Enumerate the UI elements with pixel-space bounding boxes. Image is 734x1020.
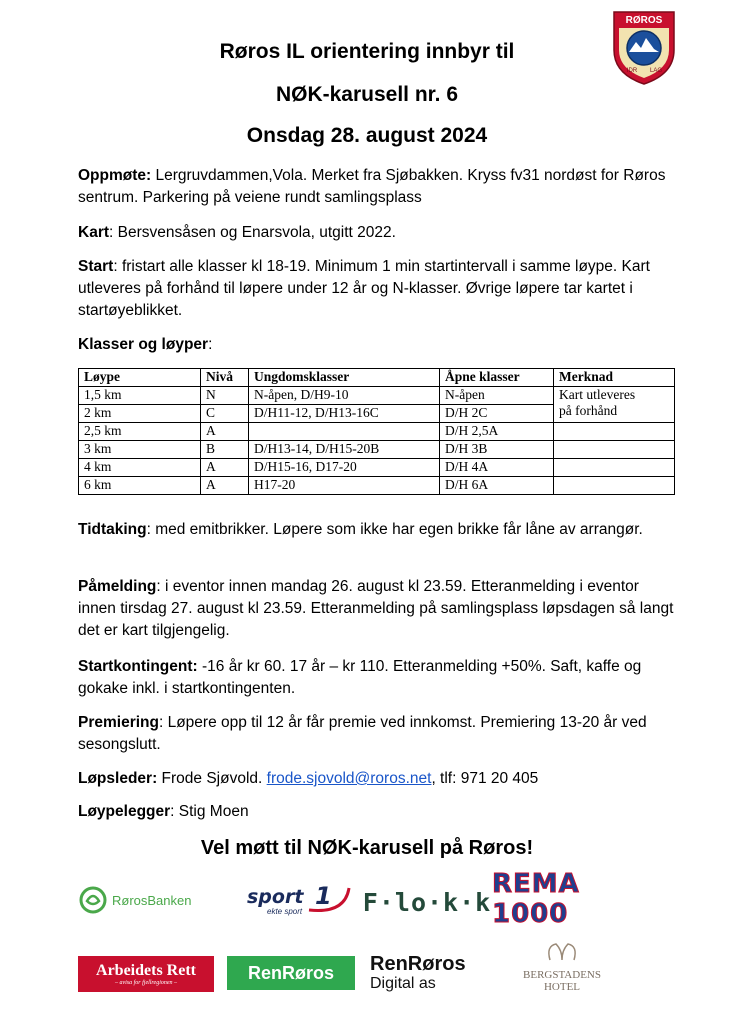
klasser-label: Klasser og løyper [78,336,209,353]
courses-table [78,368,675,495]
cell-apne: D/H 6A [440,477,554,495]
sponsor-sport1 [244,884,356,918]
arbeidets-rett-text: Arbeidets Rett [96,962,196,979]
sponsor-renroros [227,956,355,990]
start-label: Start [78,258,114,275]
sport1-tagline: ekte sport [267,907,303,916]
sport1-swoosh-icon [305,884,353,914]
cell-merknad [554,459,675,477]
start-paragraph [78,256,678,322]
remark-line1: Kart utleveres [559,387,636,402]
cell-niva: A [201,477,249,495]
table-row [79,459,675,477]
crest-top-text: RØROS [625,15,663,26]
kontingent-text: -16 år kr 60. 17 år – kr 110. Etteranmelding +50%. Saft, kaffe og gokake inkl. i startkontingenten. [78,658,642,697]
kart-text: : Bersvensåsen og Enarsvola, utgitt 2022. [109,224,396,241]
loypelegger-paragraph [78,801,678,823]
cell-niva: C [201,405,249,423]
pamelding-label: Påmelding [78,578,157,595]
oppmote-label: Oppmøte: [78,167,152,184]
lopsleder-paragraph [78,768,678,790]
event-name: NØK-karusell nr. 6 [275,83,459,106]
cell-merknad [554,387,675,423]
cell-niva: A [201,459,249,477]
sponsor-rema1000 [492,869,664,929]
premiering-text: : Løpere opp til 12 år får premie ved innkomst. Premiering 13-20 år ved sesongslutt. [78,714,647,753]
sponsor-flokk [362,884,492,920]
invitation-title: Røros IL orientering innbyr til [219,40,515,63]
klasser-suffix: : [208,336,213,353]
kart-label: Kart [78,224,110,241]
table-row [79,387,675,405]
table-row [79,423,675,441]
lopsleder-phone: , tlf: 971 20 405 [431,770,539,787]
cell-ungdom: D/H13-14, D/H15-20B [249,441,440,459]
renroros-digital-line2: Digital as [370,975,436,992]
cell-ungdom [249,423,440,441]
table-header-row [79,369,675,387]
col-header-ungdom: Ungdomsklasser [249,369,440,387]
cell-loype: 6 km [79,477,201,495]
klasser-heading [78,334,678,356]
kontingent-label: Startkontingent: [78,658,198,675]
arbeidets-rett-tagline: – avisa for fjellregionen – [114,980,178,986]
cell-loype: 4 km [79,459,201,477]
bergstadens-line1: BERGSTADENS [523,969,601,981]
kart-paragraph [78,222,678,244]
cell-merknad [554,423,675,441]
cell-merknad [554,477,675,495]
col-header-apne: Åpne klasser [440,369,554,387]
lopsleder-name: Frode Sjøvold. [157,770,267,787]
sponsor-arbeidets-rett [78,956,214,992]
lopsleder-label: Løpsleder: [78,770,158,787]
rorosbanken-text: RørosBanken [112,892,192,908]
crest-bottom-right: LAG [649,68,663,74]
oppmote-text: Lergruvdammen,Vola. Merket fra Sjøbakken. Kryss fv31 nordøst for Røros sentrum. Parkering på veiene rundt samlingsplass [78,167,666,206]
cell-niva: B [201,441,249,459]
kontingent-paragraph [78,656,678,700]
cell-loype: 3 km [79,441,201,459]
cell-ungdom: D/H15-16, D17-20 [249,459,440,477]
cell-apne: D/H 3B [440,441,554,459]
remark-line2: på forhånd [559,403,618,418]
cell-ungdom: D/H11-12, D/H13-16C [249,405,440,423]
start-text: : fristart alle klasser kl 18-19. Minimum 1 min startintervall i samme løype. Kart utleveres på forhånd til løpere under 12 år og N-klasser. Øvrige løpere tar kartet i startøyeblikket. [78,258,650,319]
col-header-merknad: Merknad [554,369,675,387]
cell-niva: A [201,423,249,441]
sponsor-bergstadens-hotel [506,940,618,1000]
cell-apne: D/H 4A [440,459,554,477]
bergstadens-line2: HOTEL [543,981,581,993]
oppmote-paragraph [78,165,678,209]
cell-loype: 2,5 km [79,423,201,441]
bergstadens-monogram-icon [542,940,582,964]
cell-loype: 1,5 km [79,387,201,405]
tidtaking-text: : med emitbrikker. Løpere som ikke har egen brikke får låne av arrangør. [146,521,643,538]
lopsleder-email-link[interactable]: frode.sjovold@roros.net [266,770,432,787]
sponsor-renroros-digital [370,953,490,997]
loypelegger-label: Løypelegger [78,803,171,820]
pamelding-text: : i eventor innen mandag 26. august kl 23.59. Etteranmelding i eventor innen tirsdag 27. august kl 23.59. Etteranmelding på samlingsplass løpsdagen så langt det er kart tilgjengelig. [78,578,674,639]
col-header-niva: Nivå [201,369,249,387]
tidtaking-label: Tidtaking [78,521,147,538]
sponsor-rorosbanken [78,882,210,918]
cell-apne: N-åpen [440,387,554,405]
event-date: Onsdag 28. august 2024 [246,124,488,147]
premiering-paragraph [78,712,678,756]
cell-niva: N [201,387,249,405]
col-header-loype: Løype [79,369,201,387]
sport1-main-text: sport [247,886,304,908]
premiering-label: Premiering [78,714,159,731]
sport1-number: 1 [315,882,332,910]
renroros-green-text: RenRøros [247,962,334,983]
cell-apne: D/H 2C [440,405,554,423]
renroros-digital-line1: RenRøros [370,953,466,975]
cell-ungdom: N-åpen, D/H9-10 [249,387,440,405]
crest-bottom-left: IDR [626,68,638,74]
cell-loype: 2 km [79,405,201,423]
cell-apne: D/H 2,5A [440,423,554,441]
tidtaking-paragraph [78,519,678,541]
flokk-text: F·lo·k·k [362,887,492,917]
cell-ungdom: H17-20 [249,477,440,495]
pamelding-paragraph [78,576,678,642]
loypelegger-text: : Stig Moen [170,803,249,820]
cell-merknad [554,441,675,459]
table-row [79,477,675,495]
rorosbanken-icon [78,885,108,915]
table-row [79,441,675,459]
rema-text: REMA 1000 [492,869,580,929]
closing-line: Vel møtt til NØK-karusell på Røros! [200,837,534,859]
